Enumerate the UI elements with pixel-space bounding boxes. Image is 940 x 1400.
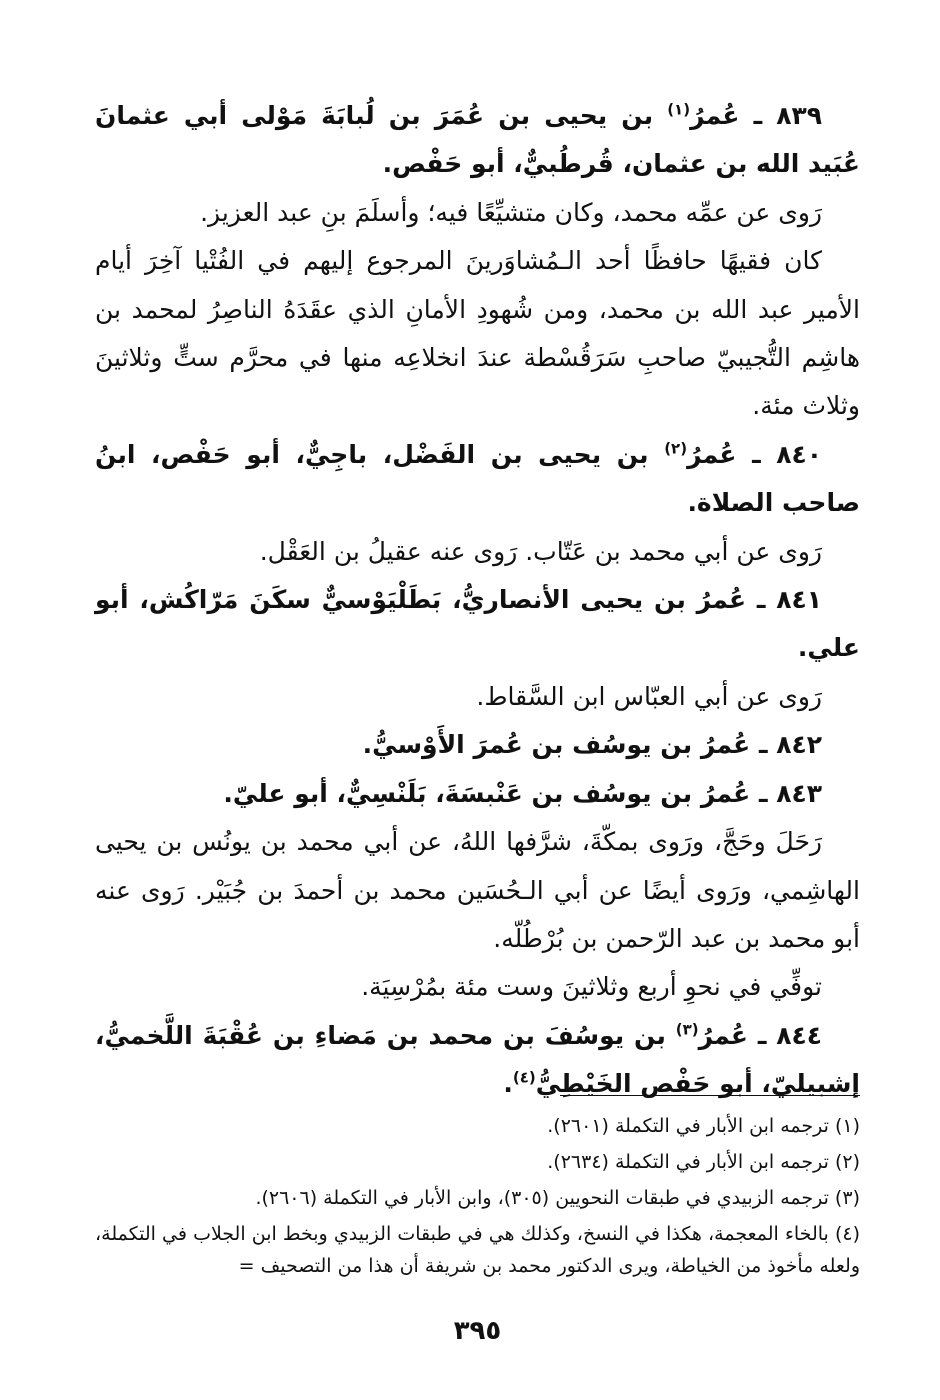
entry-name: عُمرُ بن يوسُف بن عَنْبسَةَ، بَلَنْسِيٌّ، أبو عليّ. bbox=[223, 778, 751, 808]
entry-839-heading bbox=[95, 92, 860, 189]
page-number: ٣٩٥ bbox=[453, 1316, 502, 1346]
entry-843-paragraph-2: توفِّي في نحوِ أربع وثلاثينَ وست مئة بمُرْسِيَة. bbox=[361, 972, 822, 1002]
entry-840-heading bbox=[95, 431, 860, 528]
footnote-4: (٤) بالخاء المعجمة، هكذا في النسخ، وكذلك هي في طبقات الزبيدي وبخط ابن الجلاب في التكملة، ولعله مأخوذ من الخياطة، ويرى الدكتور محمد بن شريفة أن هذا من التصحيف = bbox=[95, 1223, 860, 1277]
footnote-marker: (٢) bbox=[664, 439, 688, 458]
footnote-1: (١) ترجمه ابن الأبار في التكملة (٢٦٠١). bbox=[547, 1115, 860, 1137]
entry-name: عُمرُ بن يحيى الأنصاريُّ، بَطَلْيَوْسيٌّ سكَنَ مَرّاكُش، أبو علي. bbox=[95, 585, 860, 663]
entry-name: عُمرُ bbox=[698, 1020, 748, 1050]
entry-number: ٨٣٩ ـ bbox=[753, 101, 822, 130]
footnote-marker: (١) bbox=[667, 100, 691, 119]
entry-840-paragraph-1: رَوى عن أبي محمد بن عَتّاب. رَوى عنه عقيلُ بن العَقْل. bbox=[259, 536, 822, 566]
footnote-3: (٣) ترجمه الزبيدي في طبقات النحويين (٣٠٥)، وابن الأبار في التكملة (٢٦٠٦). bbox=[255, 1187, 860, 1209]
entry-number: ٨٤٣ ـ bbox=[758, 778, 822, 808]
entry-name: عُمرُ بن يوسُف بن عُمرَ الأَوْسيُّ. bbox=[362, 730, 751, 760]
entry-842-heading bbox=[95, 721, 860, 769]
book-page bbox=[95, 92, 860, 1372]
entry-843-heading bbox=[95, 770, 860, 818]
entry-844-heading bbox=[95, 1012, 860, 1109]
entry-number: ٨٤٤ ـ bbox=[757, 1020, 822, 1050]
entry-heading-text: بن يوسُفَ بن محمد بن مَضاءِ بن عُقْبَةَ اللَّخميُّ، إشبيليّ، أبو حَفْص الخَيْطِيُّ bbox=[95, 1020, 860, 1099]
entry-name: عُمرُ bbox=[687, 439, 737, 469]
entry-number: ٨٤١ ـ bbox=[756, 585, 822, 615]
entry-heading-end: . bbox=[503, 1069, 513, 1099]
footnote-marker: (٤) bbox=[512, 1068, 536, 1087]
entry-839-paragraph-1: رَوى عن عمِّه محمد، وكان متشيِّعًا فيه؛ وأسلَمَ بنِ عبد العزيز. bbox=[200, 197, 822, 227]
footnote-2: (٢) ترجمه ابن الأبار في التكملة (٢٦٣٤). bbox=[547, 1151, 860, 1173]
footnote-separator bbox=[560, 1095, 860, 1096]
entry-name: عُمرُ bbox=[690, 101, 740, 130]
entry-heading-text: بن يحيى بن الفَضْل، باجِيٌّ، أبو حَفْص، ابنُ صاحب الصلاة. bbox=[95, 439, 860, 518]
footnotes bbox=[95, 1110, 860, 1286]
entry-number: ٨٤٢ ـ bbox=[758, 730, 822, 760]
footnote-marker: (٣) bbox=[675, 1020, 699, 1039]
entry-841-heading bbox=[95, 576, 860, 673]
entry-841-paragraph-1: رَوى عن أبي العبّاس ابن السَّقاط. bbox=[476, 681, 822, 711]
entry-heading-text: بن يحيى بن عُمَرَ بن لُبابَةَ مَوْلى أبي عثمانَ عُبَيد الله بن عثمان، قُرطُبيٌّ، أبو حَفْص. bbox=[95, 101, 860, 179]
main-text bbox=[95, 92, 860, 1109]
entry-839-paragraph-2: كان فقيهًا حافظًا أحد الـمُشاوَرينَ المرجوع إليهم في الفُتْيا آخِرَ أيام الأمير عبد الله بن محمد، ومن شُهودِ الأمانِ الذي عقَدَهُ الناصِرُ لمحمد بن هاشِم التُّجيبيّ صاحبِ سَرَقُسْطة عندَ انخلاعِه منها في محرَّم ستٍّ وثلاثينَ وثلاث مئة. bbox=[95, 246, 860, 421]
entry-number: ٨٤٠ ـ bbox=[752, 439, 822, 469]
entry-843-paragraph-1: رَحَلَ وحَجَّ، ورَوى بمكّةَ، شرَّفها اللهُ، عن أبي محمد بن يونُس بن يحيى الهاشِمي، ورَوى أيضًا عن أبي الـحُسَين محمد بن أحمدَ بن جُبَيْر. رَوى عنه أبو محمد بن عبد الرّحمن بن بُرْطُلّه. bbox=[95, 827, 860, 953]
